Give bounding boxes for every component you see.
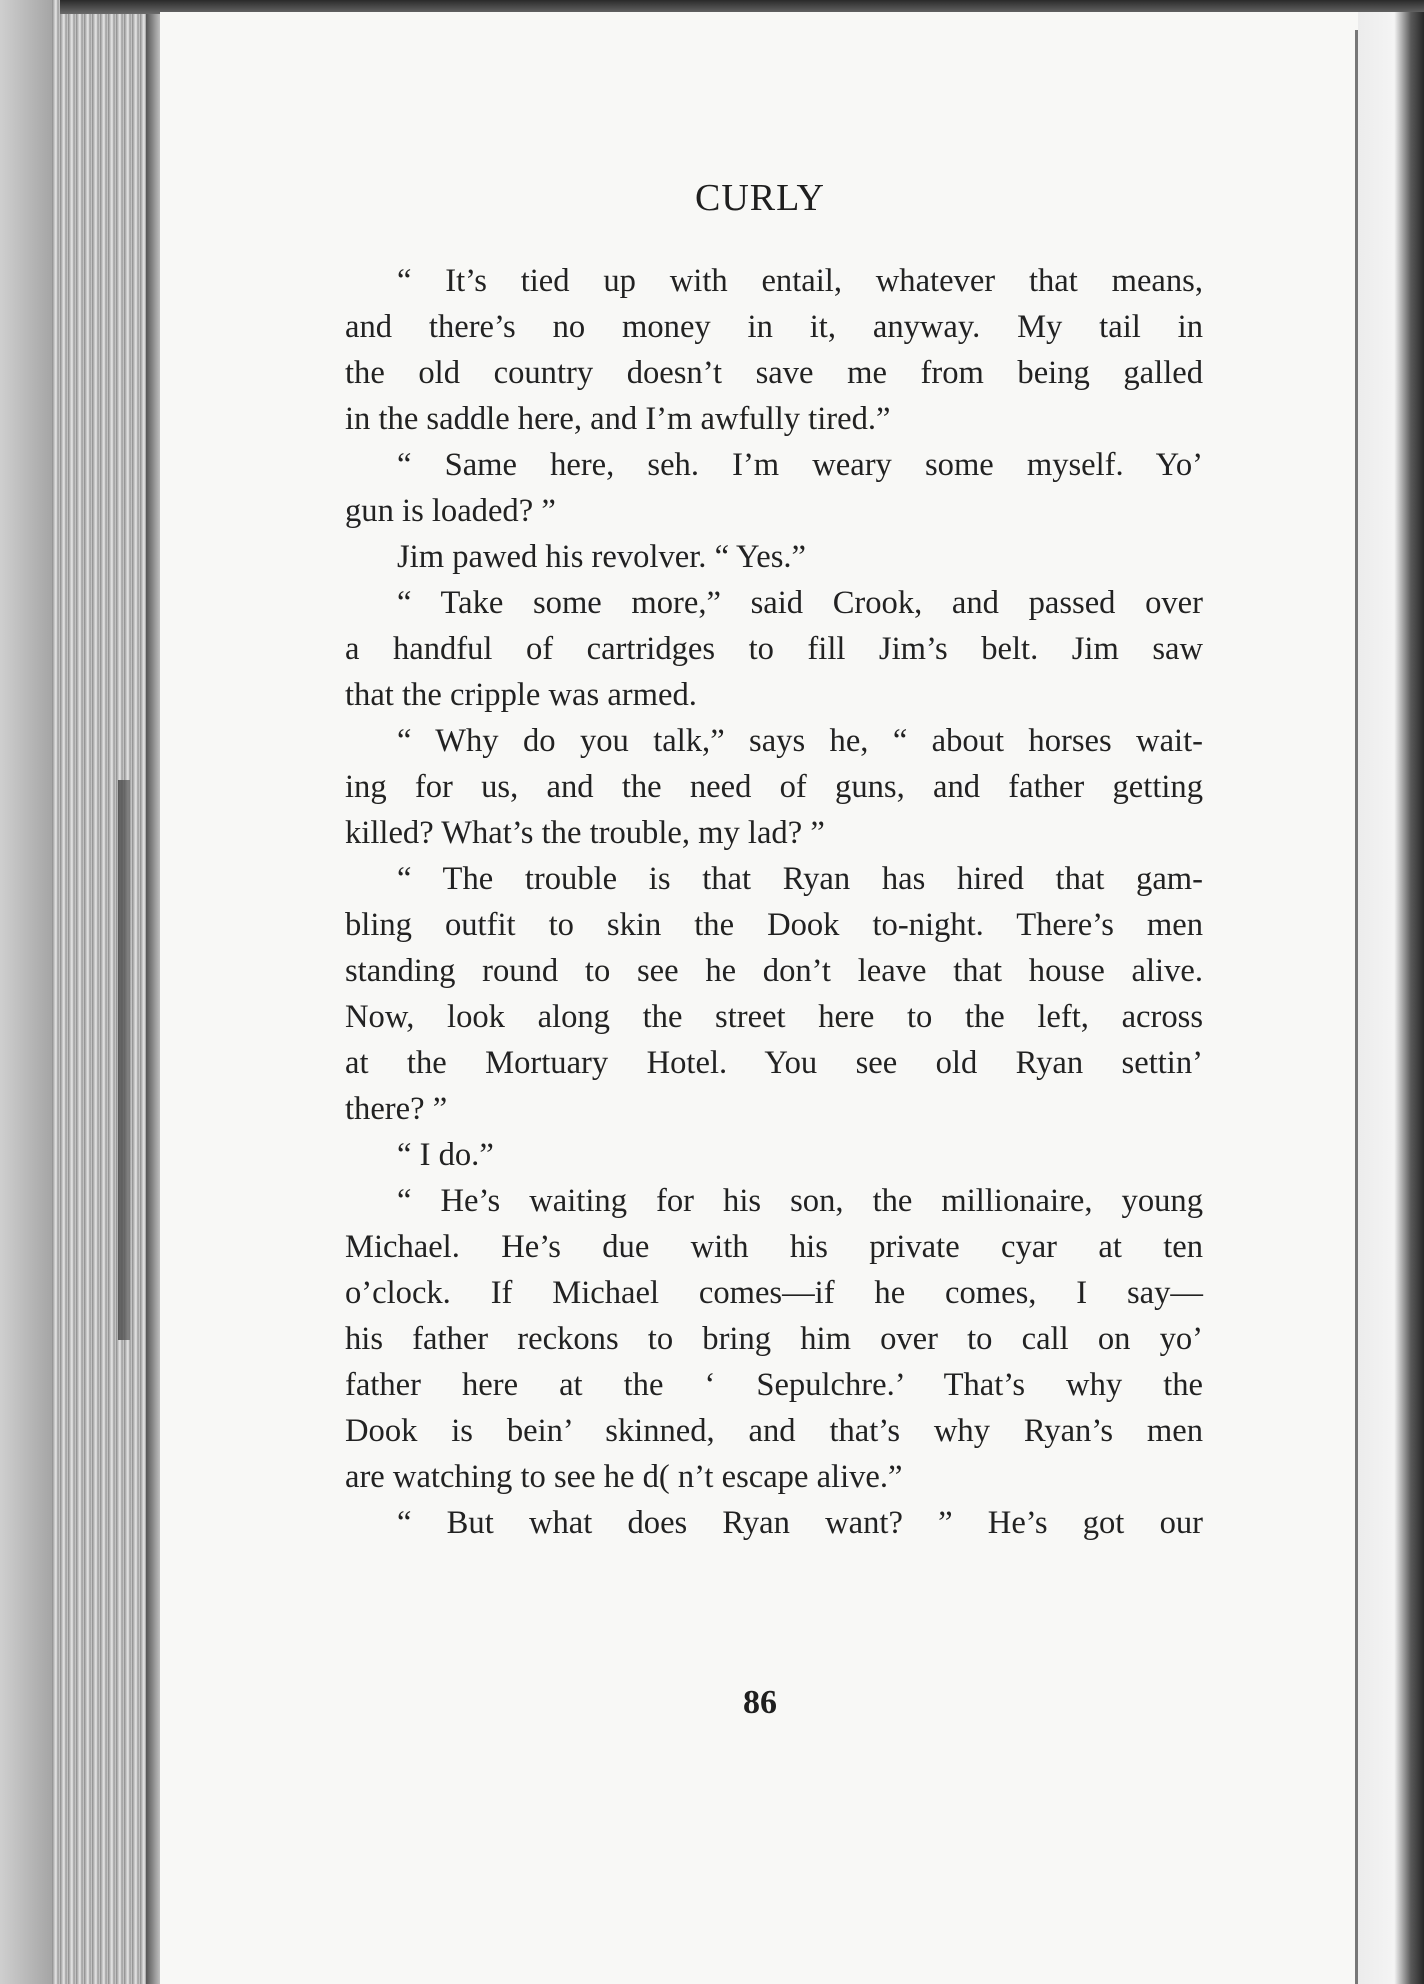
text-line: at the Mortuary Hotel. You see old Ryan settin’: [345, 1045, 1203, 1081]
text-line: the old country doesn’t save me from being galled: [345, 355, 1203, 391]
text-line: killed? What’s the trouble, my lad? ”: [345, 815, 825, 851]
text-line: Michael. He’s due with his private cyar at ten: [345, 1229, 1203, 1265]
book-binding: [0, 0, 52, 1984]
text-line: “ The trouble is that Ryan has hired that gam-: [397, 861, 1203, 897]
text-line: and there’s no money in it, anyway. My tail in: [345, 309, 1203, 345]
text-line: standing round to see he don’t leave that house alive.: [345, 953, 1203, 989]
body-text: [345, 258, 1203, 1546]
edge-mark: [118, 780, 130, 1340]
text-line: “ But what does Ryan want? ” He’s got our: [397, 1505, 1203, 1541]
text-line: “ Same here, seh. I’m weary some myself. Yo’: [397, 447, 1203, 483]
text-line: “ Take some more,” said Crook, and passed over: [397, 585, 1203, 621]
text-line: Jim pawed his revolver. “ Yes.”: [397, 539, 806, 575]
text-line: his father reckons to bring him over to call on yo’: [345, 1321, 1203, 1357]
scan-right-edge: [1358, 12, 1424, 1984]
text-line: in the saddle here, and I’m awfully tired.”: [345, 401, 891, 437]
text-line: there? ”: [345, 1091, 448, 1127]
text-line: gun is loaded? ”: [345, 493, 556, 529]
text-line: “ Why do you talk,” says he, “ about horses wait-: [397, 723, 1203, 759]
text-line: Now, look along the street here to the left, across: [345, 999, 1203, 1035]
text-line: “ He’s waiting for his son, the millionaire, young: [397, 1183, 1203, 1219]
text-line: o’clock. If Michael comes—if he comes, I say—: [345, 1275, 1203, 1311]
text-line: “ It’s tied up with entail, whatever that means,: [397, 263, 1203, 299]
text-line: Dook is bein’ skinned, and that’s why Ryan’s men: [345, 1413, 1203, 1449]
text-line: are watching to see he d( n’t escape alive.”: [345, 1459, 903, 1495]
text-line: that the cripple was armed.: [345, 677, 697, 713]
running-head: CURLY: [695, 177, 825, 219]
text-line: “ I do.”: [397, 1137, 494, 1173]
page-edges: [52, 0, 148, 1984]
page-number: 86: [743, 1684, 777, 1721]
text-line: a handful of cartridges to fill Jim’s belt. Jim saw: [345, 631, 1203, 667]
text-line: father here at the ‘ Sepulchre.’ That’s why the: [345, 1367, 1203, 1403]
text-line: ing for us, and the need of guns, and father getting: [345, 769, 1203, 805]
text-line: bling outfit to skin the Dook to-night. There’s men: [345, 907, 1203, 943]
